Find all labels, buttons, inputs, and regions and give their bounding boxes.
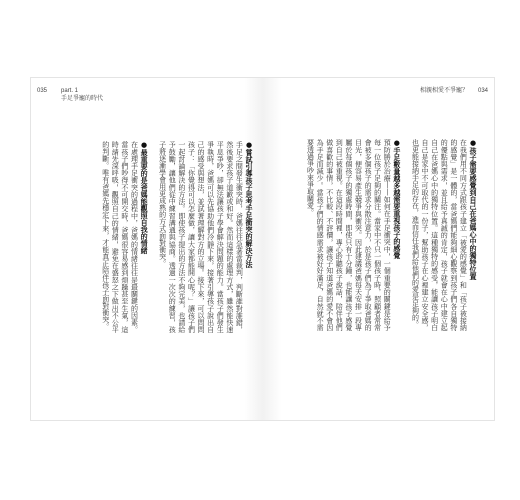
part-title: 手足爭寵的時代 <box>61 96 104 102</box>
left-running-head <box>61 87 103 103</box>
section-paragraph: 在我們用不同方式跟孩子建立「被愛的感覺」和「孩子被接納的感覺」是一體的，當爸媽們能夠細心觀察到孩子們各自獨特的優點與需求，並且給予真誠的肯定，孩子就會在心中建立起自己在爸媽心中的獨特位置。這種獨特的感受，能讓孩子明白自己是家中不可取代的一份子，幫助孩子在心裡建立安全感，也更能接納手足的存在，進而信任我們給他們的愛是足夠的。 <box>411 139 468 331</box>
right-page <box>263 78 494 420</box>
left-page-body <box>53 141 253 333</box>
left-page-number: 035 <box>37 88 48 94</box>
left-page <box>31 78 263 420</box>
section-paragraph: 在處理手足衝突的過程中，爸媽的情緒往往是最關鍵的因素。當孩子們吵得不可開交時，爸媽很容易感到煩躁甚至生氣，這時請先深呼吸，觀照自己的情緒，避免在盛怒之下做出不公平的判斷。唯有爸媽先穩定下來，才能真正陪伴孩子面對衝突。 <box>101 141 139 333</box>
part-label: part. 1 <box>61 88 79 94</box>
section-heading: ●孩子需要感覺到自己在爸媽心中的獨特位置 <box>469 139 477 280</box>
section-heading: ●手足數量越多越需要重視孩子的感覺 <box>392 139 401 259</box>
section-paragraph: 手足之間發生衝突時，爸媽往往急著當裁判，判斷誰對誰錯，然後要求孩子道歉或和好。然而這樣的處理方式，雖然能快速平息爭吵，卻無法讓孩子學會解決問題的能力。當孩子們發生爭執時，爸媽可以先協助他們冷靜下來，接著引導孩子說出自己的感受與想法，並試著理解對方的立場。接下來，可以問問孩子：「你覺得可以怎麼做，讓大家都能開心呢？」讓孩子們一起討論解決的方法。即使孩子提出的方法不夠完美，也請給予鼓勵，讓他們從中練習溝通與協商。透過一次次的練習，孩子將逐漸學會用更成熟的方式面對衝突。 <box>158 141 244 333</box>
right-running-head: 相親相愛不爭寵？ <box>419 88 468 94</box>
section-paragraph: 預防勝於治療——如何在手足衝突中，一個重要的關鍵是給予每一位孩子足夠的關注。當家中不只一個孩子時，照顧者常常會被多個孩子的需求分散注意力，於是孩子們為了爭取爸媽的目光，便容易產生競爭與衝突。因此建議爸媽每天安排一段專屬於每個孩子的獨處時間，即使只有十分鐘，也能讓孩子感覺到自己被重視。在這段時間裡，專心聆聽孩子說話，陪伴他們做喜歡的事情，不比較、不評價，讓孩子知道爸媽的愛不會因為手足而減少。當孩子們的情感需求被好好滿足，自然就不需要透過爭吵來爭取關愛。 <box>306 139 392 331</box>
right-page-body <box>272 139 477 331</box>
section-heading: ●最重要的是爸媽能觀照自我的情緒 <box>140 141 149 254</box>
section-heading: ●嘗試引導孩子思考手足衝突的解決方法 <box>245 141 253 268</box>
right-page-number: 034 <box>477 88 488 94</box>
book-spread <box>30 77 495 421</box>
